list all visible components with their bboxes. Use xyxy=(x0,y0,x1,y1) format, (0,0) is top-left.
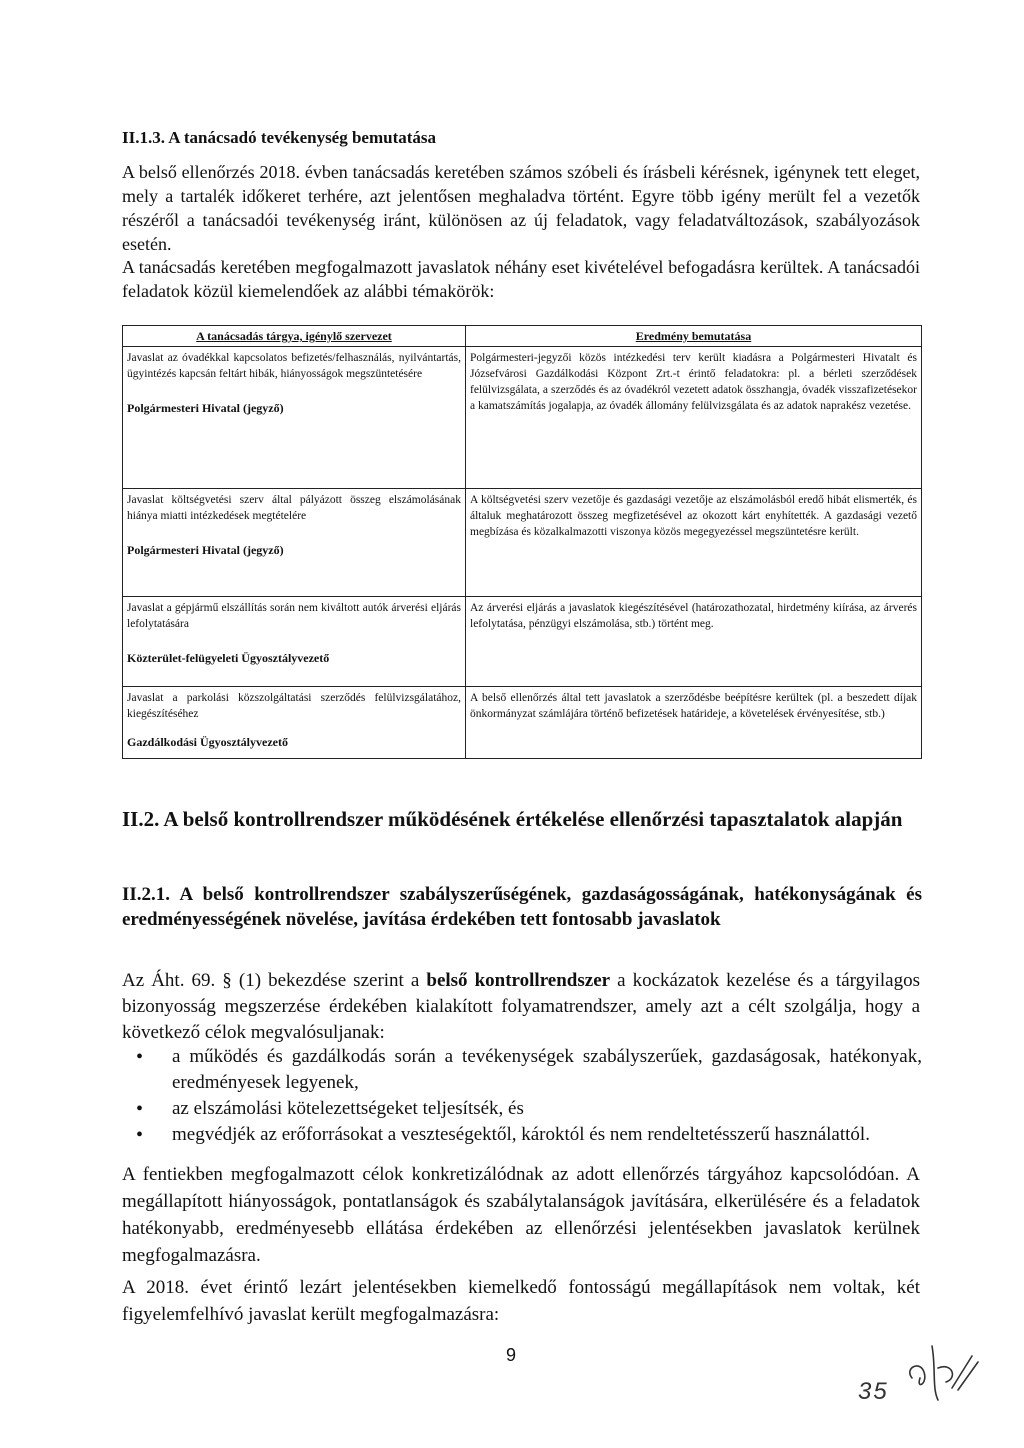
cell-result: A belső ellenőrzés által tett javaslatok a szerződésbe beépítésre kerültek (pl. a beszedett díjak önkormányzat számlájára történő befizetések határideje, a követelések érvényesítése, stb.) xyxy=(466,687,922,759)
section-heading-2-2: II.2. A belső kontrollrendszer működésének értékelése ellenőrzési tapasztalatok alapján xyxy=(122,807,903,831)
intro-keyword: belső kontrollrendszer xyxy=(426,970,611,991)
cell-result: A költségvetési szerv vezetője és gazdasági vezetője az elszámolásból eredő hibát elismerték, és általuk meghatározott összeg megfizetésével az okozott kárt enyhítették. A gazdasági vezető megbízása és közalkalmazotti viszonya közös megegyezéssel megszüntetésre került. xyxy=(466,489,922,597)
requesting-org: Polgármesteri Hivatal (jegyző) xyxy=(127,543,284,557)
table-row xyxy=(123,687,922,759)
col-header-subject: A tanácsadás tárgya, igénylő szervezet xyxy=(123,326,466,347)
cell-result: Polgármesteri-jegyzői közös intézkedési terv került kiadásra a Polgármesteri Hivatalt és Józsefvárosi Gazdálkodási Központ Zrt.-t érintő feladatokra: pl. a bérleti szerződések felülvizsgálata, a szerződés és az óvadékról vezetett adatok összhangja, óvadék visszafizetésekor a kamatszámítás jogalapja, az óvadék állomány felülvizsgálata és az adatok naprakész vezetése. xyxy=(466,347,922,489)
requesting-org: Gazdálkodási Ügyosztályvezető xyxy=(127,735,288,749)
intro-pre: Az Áht. 69. § (1) bekezdése szerint a xyxy=(122,970,427,991)
cell-result: Az árverési eljárás a javaslatok kiegészítésével (határozathozatal, hirdetmény kiírása, az árverés lefolytatása, pénzügyi elszámolása, stb.) történt meg. xyxy=(466,597,922,687)
section-heading-2-2-1: II.2.1. A belső kontrollrendszer szabályszerűségének, gazdaságosságának, hatékonyságának és eredményességének növelése, javítása érdekében tett fontosabb javaslatok xyxy=(122,884,922,930)
list-item: • az elszámolási kötelezettségeket teljesítsék, és xyxy=(172,1096,922,1122)
table-row xyxy=(123,597,922,687)
goals-list xyxy=(122,1044,922,1148)
requesting-org: Közterület-felügyeleti Ügyosztályvezető xyxy=(127,651,330,665)
subject-text: Javaslat az óvadékkal kapcsolatos befizetés/felhasználás, nyilvántartás, ügyintézés kapcsán feltárt hibák, hiányosságok megszüntetésére xyxy=(127,352,461,380)
paragraph-2018-findings: A 2018. évet érintő lezárt jelentésekben kiemelkedő fontosságú megállapítások nem voltak, két figyelemfelhívó javaslat került megfogalmazásra: xyxy=(122,1277,920,1325)
col-header-result: Eredmény bemutatása xyxy=(466,326,922,347)
paragraph-aht-definition xyxy=(122,968,920,1046)
requesting-org: Polgármesteri Hivatal (jegyző) xyxy=(127,401,284,415)
paragraph-intro: A belső ellenőrzés 2018. évben tanácsadás keretében számos szóbeli és írásbeli kérésnek, igénynek tett eleget, mely a tartalék időkeret terhére, azt jelentősen meghaladva történt. Egyre több igény merült fel a vezetők részéről a tanácsadói tevékenység iránt, különösen az új feladatok, vagy feladatváltozások, szabályozások esetén. xyxy=(122,162,920,254)
section-heading-2-1-3: II.1.3. A tanácsadó tevékenység bemutatása xyxy=(122,128,437,147)
paragraph-advice-summary: A tanácsadás keretében megfogalmazott javaslatok néhány eset kivételével befogadásra kerültek. A tanácsadói feladatok közül kiemelendőek az alábbi témakörök: xyxy=(122,257,920,301)
table-header-row xyxy=(123,326,922,347)
paragraph-goals-concretized: A fentiekben megfogalmazott célok konkretizálódnak az adott ellenőrzés tárgyához kapcsolódóan. A megállapított hiányosságok, pontatlanságok és szabálytalanságok javítására, elkerülésére és a feladatok hatékonyabb, eredményesebb ellátása érdekében az ellenőrzési jelentésekben javaslatok kerülnek megfogalmazásra. xyxy=(122,1164,920,1266)
subject-text: Javaslat a parkolási közszolgáltatási szerződés felülvizsgálatához, kiegészítéséhez xyxy=(127,692,461,720)
signature-icon xyxy=(902,1338,982,1408)
list-item: • megvédjék az erőforrásokat a veszteségektől, károktól és nem rendeltetésszerű használattól. xyxy=(172,1122,922,1148)
advisory-table xyxy=(122,325,922,759)
list-item: • a működés és gazdálkodás során a tevékenységek szabályszerűek, gazdaságosak, hatékonyak, eredményesek legyenek, xyxy=(172,1044,922,1096)
subject-text: Javaslat a gépjármű elszállítás során nem kiváltott autók árverési eljárás lefolytatására xyxy=(127,602,461,630)
cell-subject xyxy=(123,489,466,597)
cell-subject xyxy=(123,347,466,489)
cell-subject xyxy=(123,597,466,687)
handwritten-page-number: 35 xyxy=(858,1378,889,1405)
table-row xyxy=(123,489,922,597)
intro-post: a kockázatok kezelése és a tárgyilagos bizonyosság megszerzése érdekében kialakított folyamatrendszer, amely azt a célt szolgálja, hogy a következő célok megvalósuljanak: xyxy=(122,970,920,1043)
table-row xyxy=(123,347,922,489)
subject-text: Javaslat költségvetési szerv által pályázott összeg elszámolásának hiánya miatti intézkedések megtételére xyxy=(127,494,461,522)
cell-subject xyxy=(123,687,466,759)
page-number: 9 xyxy=(506,1345,517,1365)
